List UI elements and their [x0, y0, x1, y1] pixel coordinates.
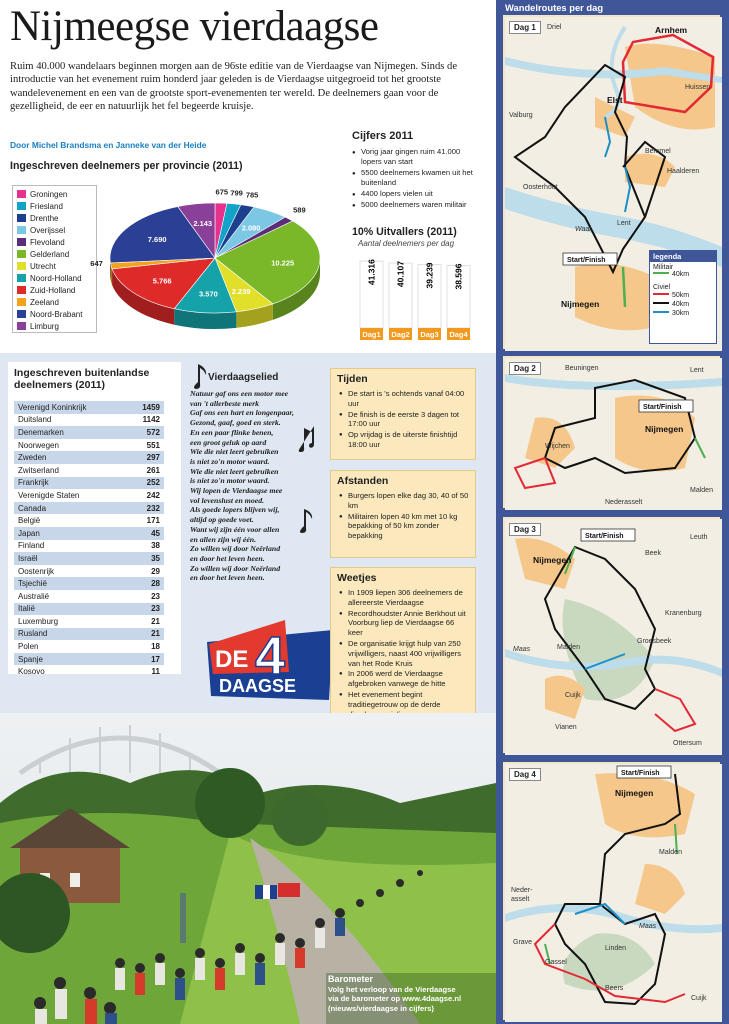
legend-swatch — [17, 238, 26, 246]
province-pie-chart — [90, 180, 330, 340]
bullet-item: ● Burgers lopen elke dag 30, 40 of 50 km — [339, 491, 469, 511]
legend-c50: 50km — [672, 292, 690, 299]
bar-value-label: 40.107 — [395, 261, 406, 288]
legend-item — [650, 291, 716, 300]
legend-civiel: Civiel — [653, 284, 671, 291]
legend-c40: 40km — [672, 301, 690, 308]
bar-category-label: Dag1 — [362, 330, 381, 339]
start-finish-label: Start/Finish — [643, 404, 682, 411]
pie-value-label: 799 — [230, 188, 243, 198]
song-line: Zo willen wij door Neêrland — [190, 563, 281, 573]
table-row — [14, 451, 164, 464]
place-label: Ottersum — [673, 740, 702, 747]
bar-category-label: Dag4 — [449, 330, 468, 339]
country-cell: Denemarken — [18, 427, 64, 437]
river-label: Maas — [639, 923, 657, 930]
song-line: Gaf ons een hart en longenpaar, — [190, 408, 294, 418]
count-cell: 232 — [146, 503, 160, 513]
song-line: van 't allerbeste merk — [190, 398, 260, 408]
table-row — [14, 527, 164, 540]
country-cell: Spanje — [18, 654, 43, 664]
count-cell: 21 — [151, 629, 160, 639]
song-line: Gezond, gaaf, goed en sterk. — [190, 418, 281, 428]
legend-swatch — [17, 214, 26, 222]
legend-label: Noord-Holland — [30, 274, 82, 283]
country-cell: Finland — [18, 541, 45, 551]
barometer-caption — [328, 975, 488, 1013]
place-label: Bemmel — [645, 148, 671, 155]
count-cell: 242 — [146, 490, 160, 500]
song-line: Zo willen wij door Neêrland — [190, 544, 281, 554]
bullet-item: ● De start is 's ochtends vanaf 04:00 uur — [339, 389, 469, 409]
legend-swatch — [17, 202, 26, 210]
legend-item — [650, 271, 716, 278]
legend-c30: 30km — [672, 310, 690, 317]
count-cell: 261 — [146, 465, 160, 475]
bullet-item: ● In 1909 liepen 306 deelnemers de allereerste Vierdaagse — [339, 588, 469, 608]
logo-text-daagse: DAAGSE — [219, 676, 297, 696]
place-label: Leuth — [690, 534, 708, 541]
barometer-title: Barometer — [328, 974, 374, 984]
music-note-icon — [190, 362, 210, 390]
legend-swatch — [17, 274, 26, 282]
legend-item — [17, 250, 69, 261]
legend-militair: Militair — [653, 264, 674, 271]
table-row — [14, 590, 164, 603]
byline: Door Michel Brandsma en Janneke van der Heide — [10, 140, 207, 150]
dag-3-label: Dag 3 — [509, 523, 541, 536]
table-row — [14, 565, 164, 578]
count-cell: 572 — [146, 427, 160, 437]
place-label: Beers — [605, 985, 624, 992]
song-line: altijd op goede voet. — [190, 515, 254, 525]
legend-label: Overijssel — [30, 226, 66, 235]
legend-item — [17, 286, 75, 297]
legend-label: Noord-Brabant — [30, 310, 83, 319]
legend-label: Zuid-Holland — [30, 286, 76, 295]
count-cell: 17 — [151, 654, 160, 664]
count-cell: 38 — [151, 541, 160, 551]
tijden-title: Tijden — [337, 373, 368, 385]
table-row — [14, 414, 164, 427]
place-label: Cuijk — [691, 995, 707, 1002]
legend-label: Friesland — [30, 202, 63, 211]
bar-value-label: 41.316 — [366, 259, 377, 286]
place-label: Malden — [557, 644, 580, 651]
legend-label: Flevoland — [30, 238, 65, 247]
tijden-list — [331, 389, 475, 450]
table-row — [14, 401, 164, 414]
afstanden-box — [330, 470, 476, 558]
country-cell: Rusland — [18, 629, 48, 639]
legend-item — [17, 274, 82, 285]
country-cell: Kosovo — [18, 667, 45, 677]
place-label: Oosterhout — [523, 184, 558, 191]
song-line: een groot geluk op aard — [190, 437, 267, 447]
place-label: Gassel — [545, 959, 567, 966]
legend-swatch — [17, 298, 26, 306]
page-title: Nijmeegse vierdaagse — [10, 3, 379, 50]
legend-item — [17, 190, 67, 201]
pie-value-label: 2.143 — [193, 218, 213, 228]
bullet-item: ● 5000 deelnemers waren militair — [352, 200, 482, 210]
place-label: Arnhem — [655, 25, 688, 35]
place-label: Linden — [605, 945, 627, 952]
bullet-item: ● De finish is de eerste 3 dagen tot 17:00 uur — [339, 410, 469, 430]
place-label: Neder- — [511, 887, 533, 894]
barometer-text-2: via de barometer op www.4daagse.nl — [328, 994, 462, 1003]
place-label: Vianen — [555, 724, 577, 731]
country-cell: Zwitserland — [18, 465, 59, 475]
count-cell: 1459 — [142, 402, 160, 412]
count-cell: 171 — [146, 516, 160, 526]
pie-value-label: 2.080 — [241, 223, 261, 233]
table-row — [14, 577, 164, 590]
country-cell: Canada — [18, 503, 47, 513]
start-finish-label: Start/Finish — [567, 257, 606, 264]
song-line: En een paar flinke benen, — [190, 427, 274, 437]
legend-label: Utrecht — [30, 262, 56, 271]
song-line: Natuur gaf ons een motor mee — [190, 389, 289, 398]
tijden-box — [330, 368, 476, 460]
map-dag-1 — [503, 15, 720, 349]
country-cell: Polen — [18, 642, 39, 652]
table-row — [14, 426, 164, 439]
bar-value-label: 38.596 — [453, 263, 464, 290]
count-cell: 28 — [151, 579, 160, 589]
table-row — [14, 464, 164, 477]
map-dag-3 — [503, 517, 720, 753]
bullet-item: ● In 2006 werd de Vierdaagse afgebroken vanwege de hitte — [339, 669, 469, 689]
legend-title: legenda — [650, 251, 716, 262]
legend-item — [650, 300, 716, 309]
legend-item — [17, 214, 58, 225]
song-lyrics — [190, 389, 320, 583]
table-row — [14, 615, 164, 628]
place-label: Beek — [645, 550, 661, 557]
count-cell: 23 — [151, 604, 160, 614]
count-cell: 1142 — [142, 415, 160, 425]
table-row — [14, 628, 164, 641]
afstanden-list — [331, 491, 475, 541]
logo-text-4: 4 — [255, 626, 286, 686]
river-label: Maas — [513, 646, 531, 653]
routes-legend — [649, 250, 717, 344]
place-label: Nijmegen — [561, 299, 600, 309]
legend-m40: 40km — [672, 271, 690, 278]
pie-value-label: 647 — [90, 259, 103, 269]
bar-category-label: Dag2 — [391, 330, 410, 339]
song-line: en allen zijn wij één. — [190, 534, 257, 544]
count-cell: 21 — [151, 616, 160, 626]
table-row — [14, 665, 164, 678]
count-cell: 35 — [151, 553, 160, 563]
count-cell: 252 — [146, 478, 160, 488]
dag-4-label: Dag 4 — [509, 768, 541, 781]
uitvallers-title: 10% Uitvallers (2011) — [352, 226, 457, 238]
country-cell: Verenigde Staten — [18, 490, 80, 500]
cijfers-title: Cijfers 2011 — [352, 130, 414, 142]
province-legend — [12, 185, 97, 333]
place-label: Huissen — [685, 84, 711, 91]
music-note-icon — [296, 424, 316, 452]
barometer-text-1: Volg het verloop van de Vierdaagse — [328, 984, 456, 994]
bullet-item: ● Militairen lopen 40 km met 10 kg bepakking of 50 km zonder bepakking — [339, 512, 469, 541]
legend-swatch — [17, 286, 26, 294]
country-cell: Tsjechië — [18, 579, 47, 589]
place-label: Nijmegen — [615, 788, 654, 798]
legend-swatch — [17, 226, 26, 234]
song-line: Wij lopen de Vierdaagse mee — [190, 486, 283, 496]
intro-text: Ruim 40.000 wandelaars beginnen morgen aan de 96ste editie van de Vierdaagse van Nijmegen. Sinds de introductie van het evenement ruim honderd jaar geleden is de Vierdaagse uitgegroeid tot het grootste wandelevenement en een van de grootste sport-evenementen ter wereld. De deelnemers gaan voor de gezelligheid, de eer en natuurlijk het fel begeerde kruisje. — [10, 61, 458, 113]
table-row — [14, 502, 164, 515]
country-cell: Duitsland — [18, 415, 52, 425]
legend-label: Groningen — [30, 190, 68, 199]
legend-swatch — [17, 262, 26, 270]
song-line: is niet zo'n motor waard. — [190, 456, 270, 466]
country-cell: Zweden — [18, 453, 47, 463]
country-cell: Japan — [18, 528, 40, 538]
pie-value-label: 10.225 — [271, 258, 295, 268]
bullet-item: ● 5500 deelnemers kwamen uit het buitenland — [352, 168, 482, 188]
place-label: Lent — [690, 367, 704, 374]
uitvallers-subtitle: Aantal deelnemers per dag — [358, 239, 455, 248]
routes-title: Wandelroutes per dag — [505, 2, 604, 13]
weetjes-title: Weetjes — [337, 572, 377, 584]
pie-value-label: 589 — [293, 205, 306, 215]
song-line: is niet zo'n motor waard. — [190, 476, 270, 486]
legend-item — [17, 202, 63, 213]
place-label: Elst — [607, 95, 623, 105]
country-cell: Frankrijk — [18, 478, 49, 488]
bullet-item: ● 4400 lopers vielen uit — [352, 189, 482, 199]
bullet-item: ● Het evenement begint traditiegetrouw op de derde — [339, 690, 469, 719]
uitvallers-bar-chart — [358, 250, 478, 340]
bullet-item: ● Op vrijdag is de uiterste finishtijd 18:00 uur — [339, 430, 469, 450]
afstanden-title: Afstanden — [337, 475, 389, 487]
place-label: Nederasselt — [605, 499, 643, 506]
song-line: Want wij zijn één voor allen — [190, 524, 280, 534]
legend-label: Drenthe — [30, 214, 59, 223]
start-finish-label: Start/Finish — [585, 533, 624, 540]
legend-item — [17, 226, 65, 237]
legend-swatch — [17, 322, 26, 330]
place-label: Valburg — [509, 112, 533, 119]
country-cell: Luxemburg — [18, 616, 59, 626]
count-cell: 45 — [151, 528, 160, 538]
bullet-item: ● De organisatie krijgt hulp van 250 vrijwilligers, naast 400 vrijwilligers van het Rode Kruis — [339, 639, 469, 668]
place-label: Driel — [547, 24, 562, 31]
song-line: en door het leven heen. — [190, 573, 265, 583]
bar-category-label: Dag3 — [420, 330, 439, 339]
place-label: Malden — [690, 487, 713, 494]
country-cell: Australië — [18, 591, 50, 601]
bullet-item: ● Vorig jaar gingen ruim 41.000 lopers van start — [352, 147, 482, 167]
table-row — [14, 514, 164, 527]
song-line: Wie die niet leert gebruiken — [190, 466, 279, 476]
pie-value-label: 7.690 — [147, 235, 167, 245]
place-label: Malden — [659, 849, 682, 856]
dag-2-label: Dag 2 — [509, 362, 541, 375]
place-label: Nijmegen — [645, 424, 684, 434]
song-line: vol levenslust en moed. — [190, 495, 265, 505]
legend-swatch — [17, 250, 26, 258]
table-row — [14, 489, 164, 502]
pie-value-label: 2.239 — [231, 287, 251, 297]
song-line: Wie die niet leert gebruiken — [190, 447, 279, 457]
table-row — [14, 439, 164, 452]
country-cell: België — [18, 516, 41, 526]
country-cell: Israël — [18, 553, 38, 563]
place-label: Nijmegen — [533, 555, 572, 565]
place-label: Groesbeek — [637, 638, 672, 645]
logo-text-de: DE — [215, 646, 249, 673]
de-4daagse-logo — [205, 612, 335, 702]
country-cell: Italië — [18, 604, 35, 614]
table-row — [14, 603, 164, 616]
bar-value-label: 39.239 — [424, 262, 435, 289]
place-label: Lent — [617, 220, 631, 227]
song-line: Als goede lopers blijven wij, — [190, 505, 280, 515]
song-title: Vierdaagselied — [208, 372, 279, 383]
bullet-item: ● Recordhoudster Annie Berkhout uit Voorburg liep de Vierdaagse 66 keer — [339, 609, 469, 638]
legend-item — [17, 310, 82, 321]
place-label: Cuijk — [565, 692, 581, 699]
legend-item — [17, 298, 59, 309]
place-label: Wijchen — [545, 443, 570, 450]
legend-swatch — [17, 310, 26, 318]
count-cell: 23 — [151, 591, 160, 601]
map-dag-4 — [503, 762, 720, 1020]
country-cell: Oostenrijk — [18, 566, 55, 576]
count-cell: 551 — [146, 440, 160, 450]
pie-value-label: 675 — [215, 187, 229, 197]
start-finish-label: Start/Finish — [621, 770, 660, 777]
legend-item — [17, 322, 59, 333]
legend-label: Limburg — [30, 322, 59, 331]
legend-swatch — [17, 190, 26, 198]
legend-label: Gelderland — [30, 250, 70, 259]
cijfers-list — [352, 147, 482, 211]
count-cell: 297 — [146, 453, 160, 463]
legend-label: Zeeland — [30, 298, 59, 307]
song-line: en door het leven heen. — [190, 553, 265, 563]
place-label: Beuningen — [565, 365, 599, 372]
river-label: Waal — [575, 226, 591, 233]
barometer-text-3: (nieuws/vierdaagse in cijfers) — [328, 1003, 434, 1013]
map-dag-2 — [503, 356, 720, 508]
country-cell: Noorwegen — [18, 440, 59, 450]
table-row — [14, 477, 164, 490]
table-row — [14, 640, 164, 653]
legend-item — [17, 238, 65, 249]
legend-item — [650, 309, 716, 318]
place-label: Kranenburg — [665, 610, 702, 617]
intl-table — [14, 401, 164, 678]
table-row — [14, 552, 164, 565]
intl-table-title: Ingeschreven buitenlandse deelnemers (2011) — [14, 367, 150, 391]
province-chart-title: Ingeschreven deelnemers per provincie (2011) — [10, 160, 243, 172]
country-cell: Verenigd Koninkrijk — [18, 402, 87, 412]
table-row — [14, 653, 164, 666]
place-label: Grave — [513, 939, 533, 946]
pie-value-label: 785 — [245, 190, 259, 200]
count-cell: 29 — [151, 566, 160, 576]
place-label: Haalderen — [667, 168, 700, 175]
count-cell: 18 — [151, 642, 160, 652]
count-cell: 11 — [151, 667, 160, 677]
legend-item — [17, 262, 56, 273]
music-note-icon — [296, 508, 316, 534]
table-row — [14, 540, 164, 553]
dag-1-label: Dag 1 — [509, 21, 541, 34]
pie-value-label: 5.766 — [152, 276, 172, 286]
place-label: asselt — [511, 896, 530, 903]
pie-value-label: 3.570 — [199, 289, 218, 299]
